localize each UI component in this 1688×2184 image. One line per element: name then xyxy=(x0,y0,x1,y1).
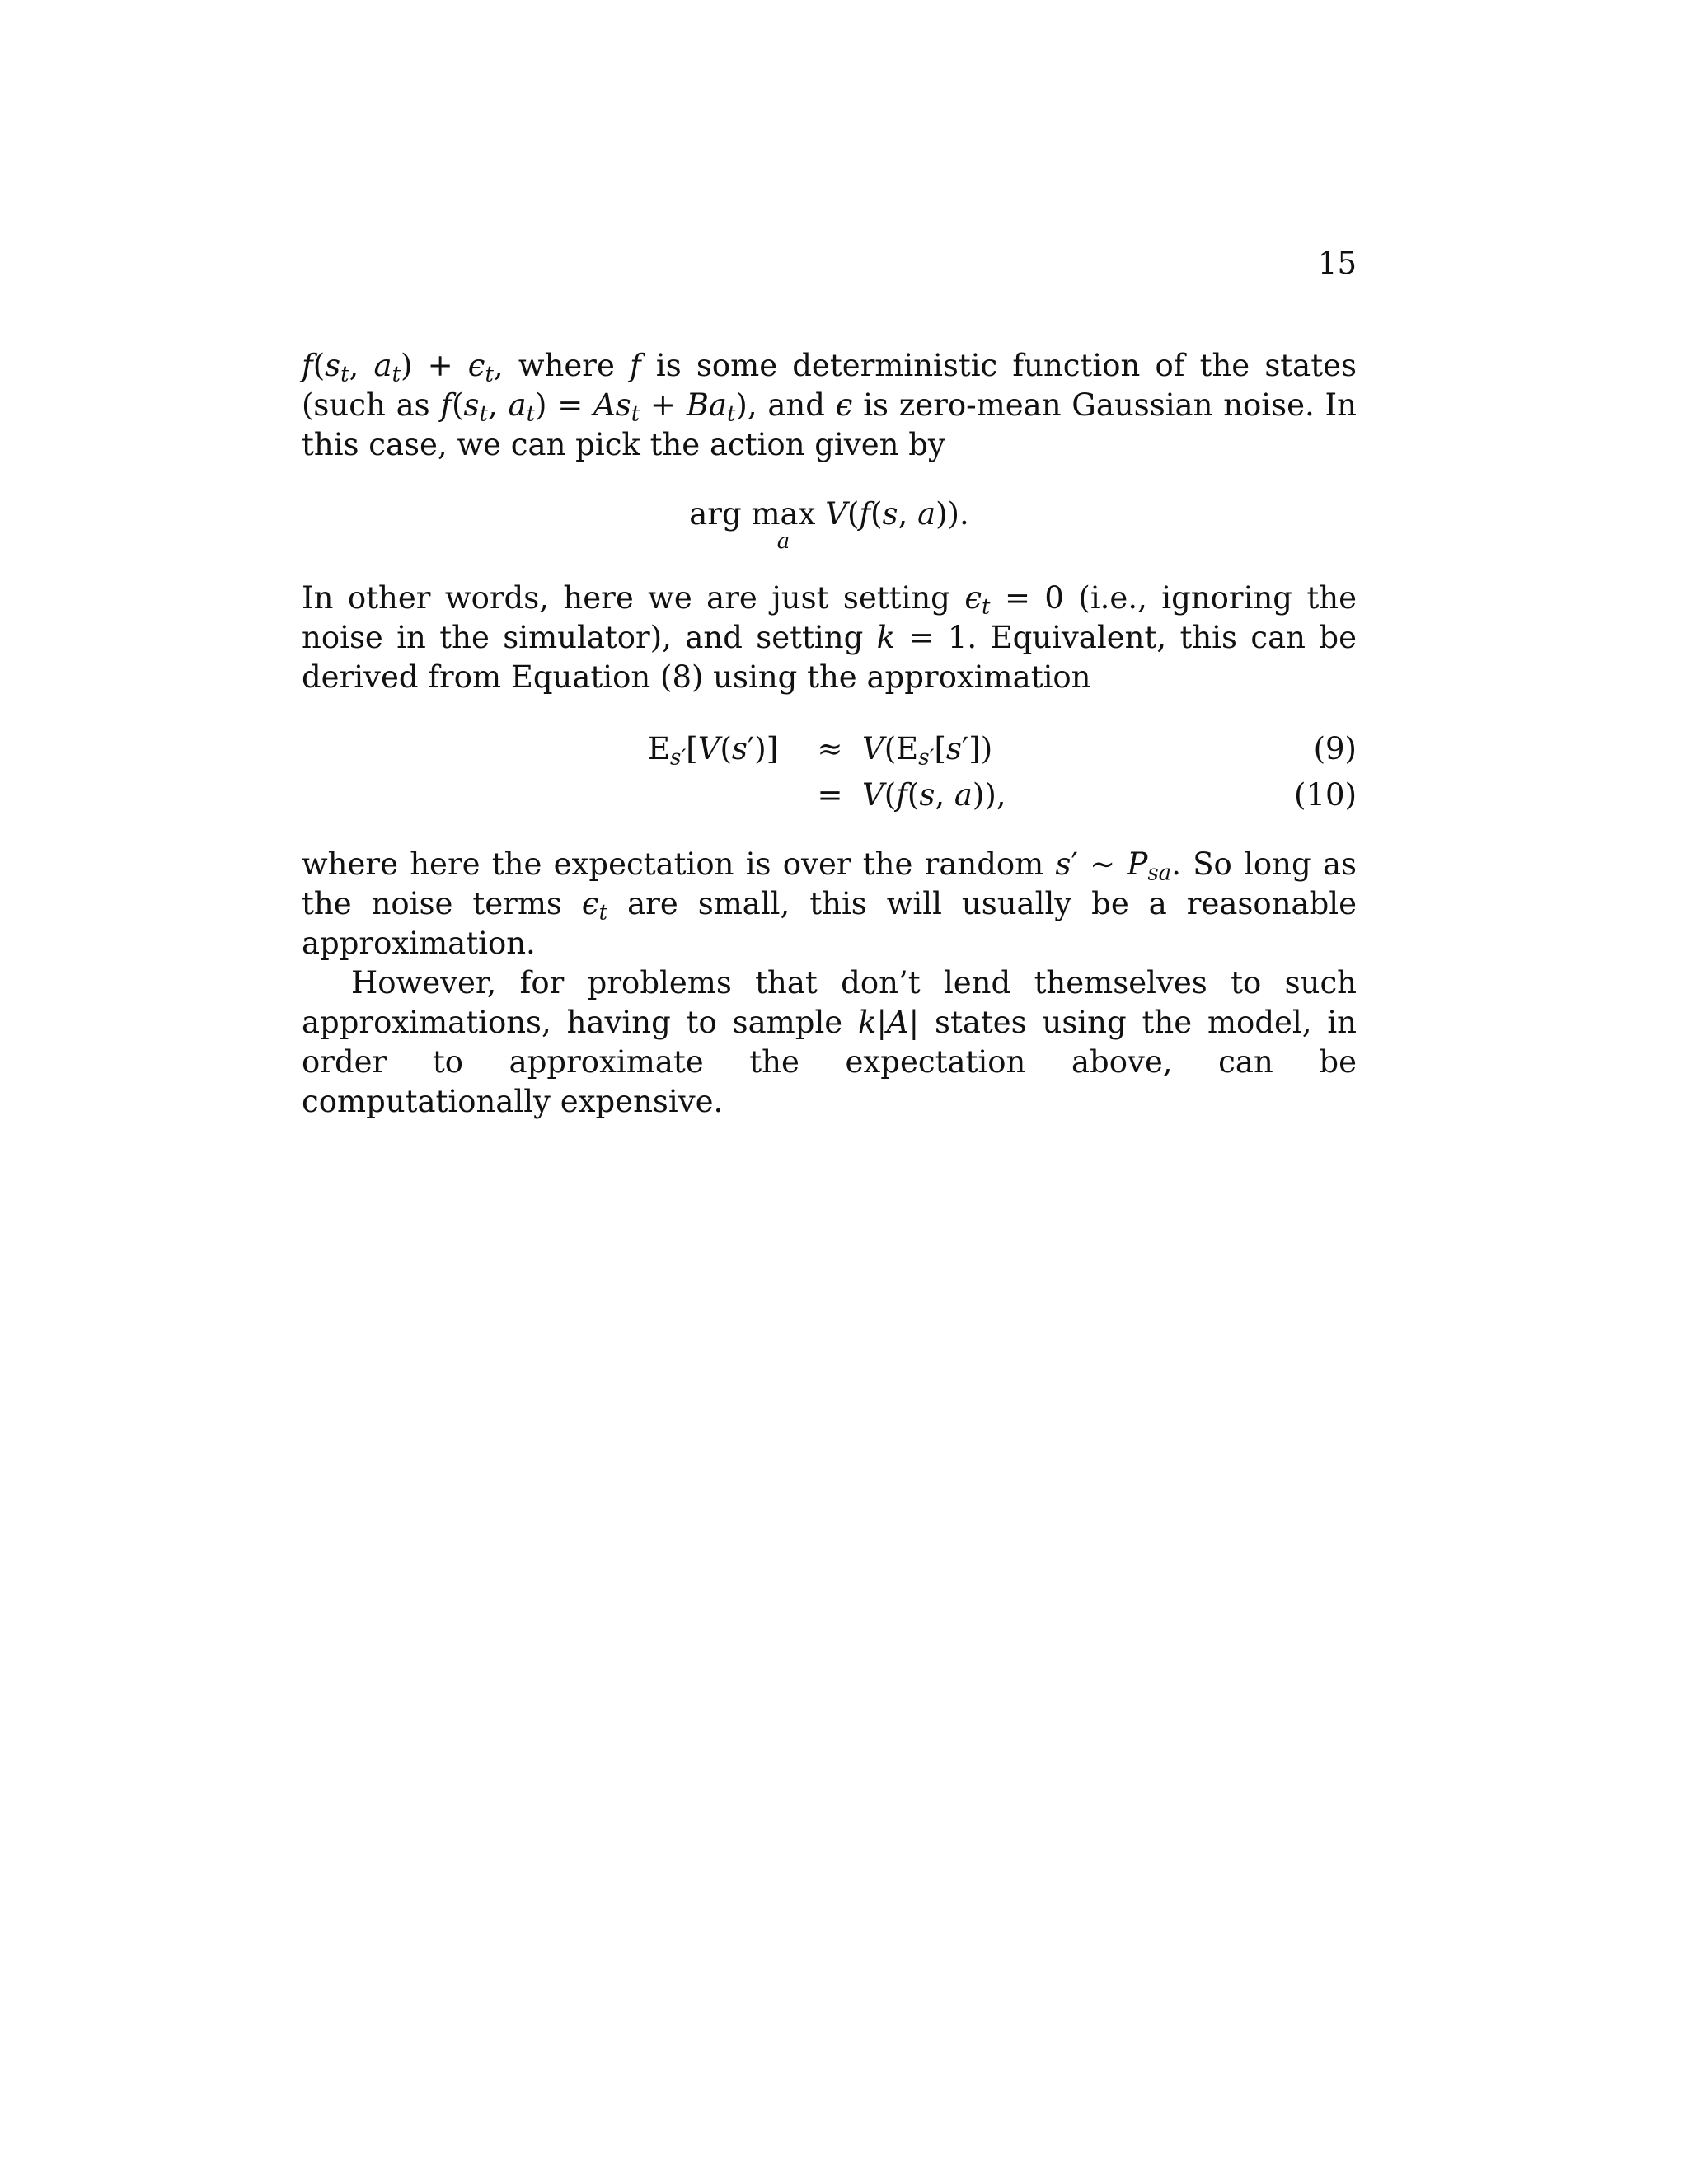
equation-10: = V(f(s, a)), (10) xyxy=(817,777,1357,813)
equation-9: $E_{s'}[V(s')]$ ≈ $V(E_{s'}[s'])$ (9) xyxy=(648,731,1357,771)
paragraph-4: However, for problems that don’t lend themselves to such approximations, having to sample k|A| states using the model, in order to approximate the expectation above, can be computationally expensive. xyxy=(302,965,1357,1119)
argmax-equation: arg max a V(f(s, a)). xyxy=(689,496,969,554)
page-number: 15 xyxy=(1317,246,1357,281)
paragraph-1: $f(s_t$, $a_t) + \epsilon_t$, where f is some deterministic function of the states (such as $f(s_t$, $a_t) = As_t + Ba_t$), and ϵ is zero-mean Gaussian noise. In this case, we can pick the action given by xyxy=(302,348,1357,462)
paragraph-3: where here the expectation is over the random s′ ∼ $P_{sa}$. So long as the noise terms $\epsilon_t$ are small, this will usually be a reasonable approximation. However, for problems that don’t lend themselves to such approximations, having to sample k|A| states using the model, in order to approximate the expectation above, can be computationally expensive. xyxy=(302,845,1357,1122)
paragraph-2: In other words, here we are just setting $\epsilon_t = 0$ (i.e., ignoring the noise in the simulator), and setting k = 1. Equivalent, this can be derived from Equation (8) using the approximation xyxy=(302,580,1357,695)
